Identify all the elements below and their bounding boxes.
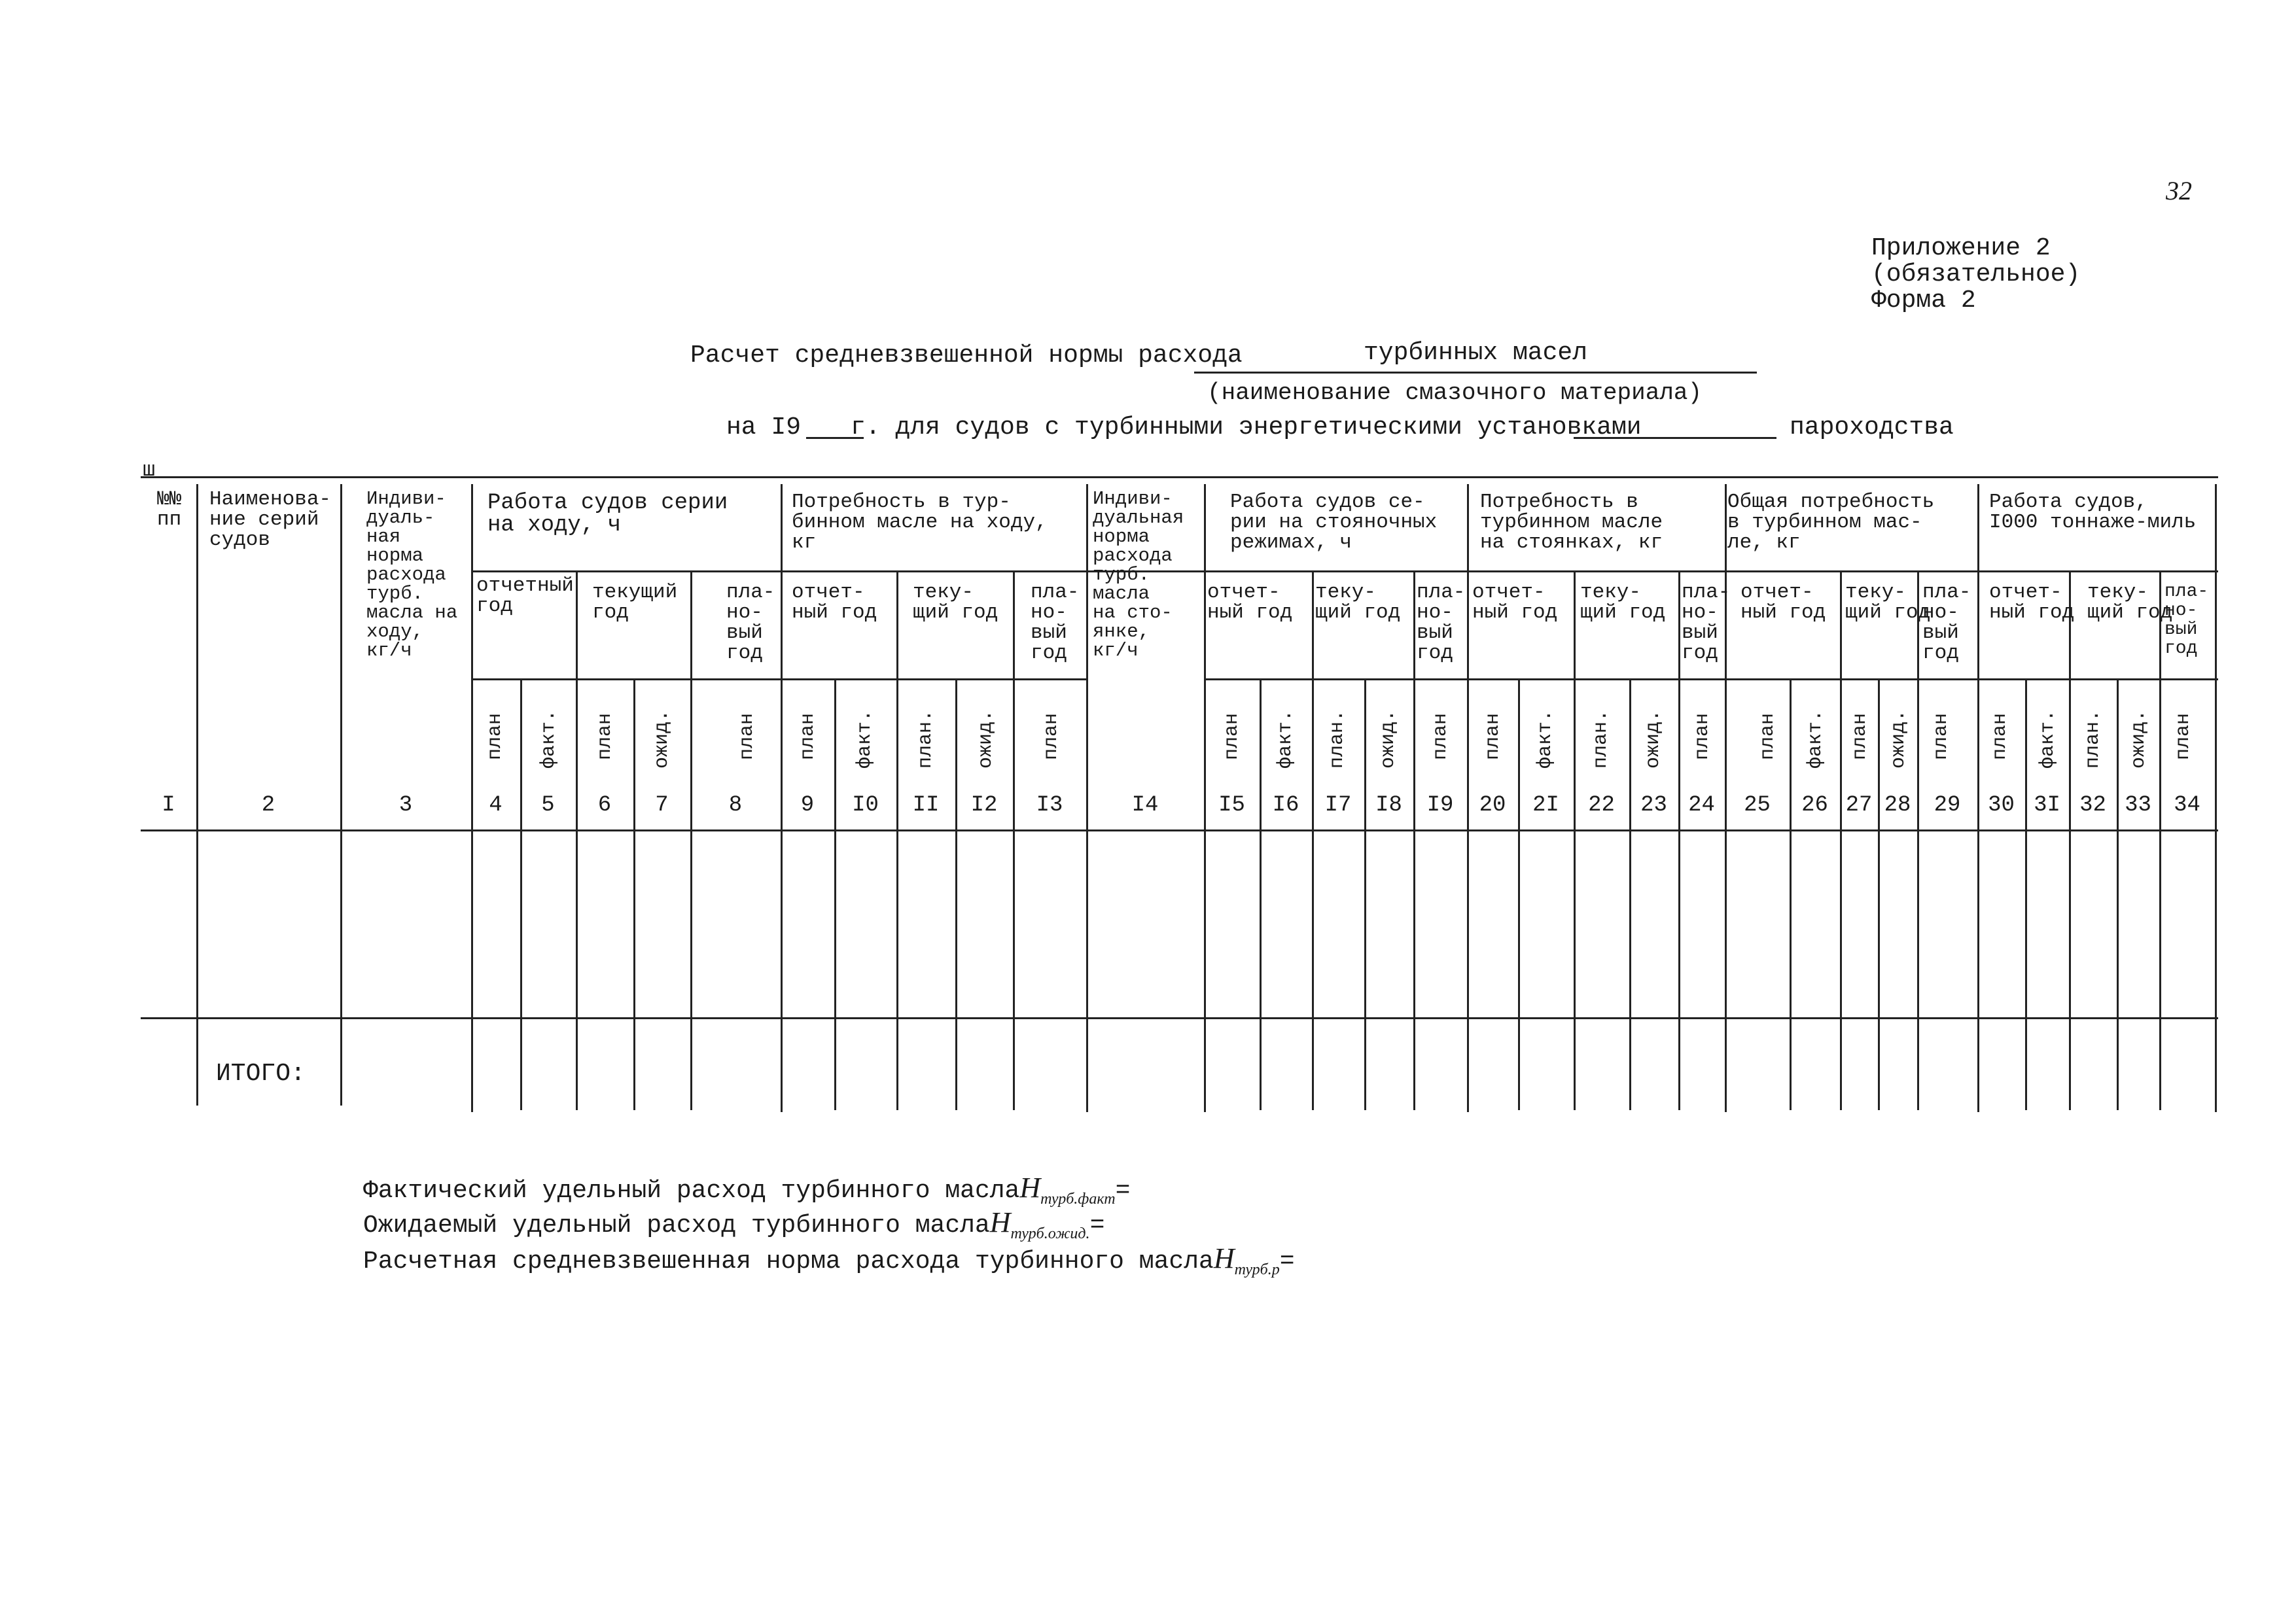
label-expect: ожид. (651, 710, 673, 769)
column-number-line (141, 829, 2218, 831)
sub-report-year: отчет- ный год (1989, 581, 2075, 624)
label-expect: ожид. (975, 710, 997, 769)
col-line (1574, 570, 1576, 1110)
header-work-ton: Работа судов, I000 тоннаже-миль (1989, 491, 2197, 534)
margin-mark: ш (143, 458, 156, 482)
header-divider-4 (1204, 678, 2218, 680)
header-norm-run: Индиви- дуаль- ная норма расхода турб. масла на ходу, кг/ч (366, 488, 458, 661)
column-number: I6 (1272, 793, 1299, 818)
label-plan: план (1849, 713, 1871, 761)
appendix-status: (обязательное) (1871, 260, 2081, 288)
label-plan-dot: план. (1590, 710, 1612, 769)
label-fact: факт. (854, 710, 876, 769)
column-number: II (912, 793, 940, 818)
col-line (1364, 678, 1366, 1110)
col-line (2159, 570, 2161, 1110)
header-need-run: Потребность в тур- бинном масле на ходу, кг (792, 491, 1048, 554)
sub-plan-year: пла- но- вый год (1417, 581, 1466, 665)
col-line (1312, 570, 1314, 1110)
column-number: 32 (2079, 793, 2106, 818)
label-plan: план (1930, 713, 1952, 761)
column-number: 33 (2125, 793, 2151, 818)
label-plan: план (1430, 713, 1452, 761)
formula-equals: = (1279, 1248, 1295, 1276)
header-work-run: Работа судов серии на ходу, ч (487, 491, 728, 538)
col-line (1413, 570, 1415, 1110)
label-plan: план (736, 713, 758, 761)
sub-current-year: теку- щий год (913, 581, 998, 624)
column-number: I3 (1036, 793, 1063, 818)
column-number: I8 (1375, 793, 1402, 818)
col-line (1260, 678, 1262, 1110)
header-name: Наименова- ние серий судов (209, 488, 332, 551)
label-plan: план (1040, 713, 1063, 761)
total-line (141, 1017, 2218, 1019)
page-number: 32 (2166, 176, 2192, 205)
sub-report-year: отчет- ный год (1472, 581, 1558, 624)
company-blank (1574, 437, 1776, 439)
appendix-block (1871, 236, 2080, 314)
col-line (1840, 570, 1842, 1110)
header-norm-stand: Индиви- дуальная норма расхода турб. масла на сто- янке, кг/ч (1093, 488, 1184, 661)
label-plan: план (2172, 713, 2195, 761)
column-number: 3 (398, 793, 413, 818)
formula-equals: = (1115, 1177, 1131, 1205)
column-number: 25 (1744, 793, 1771, 818)
sub-current-year: теку- щий год (2087, 581, 2173, 624)
sub-current-year: теку- щий год (1580, 581, 1666, 624)
column-number: 8 (728, 793, 743, 818)
label-plan: план (1757, 713, 1779, 761)
header-divider-3 (471, 678, 1086, 680)
column-number: 23 (1640, 793, 1667, 818)
column-number: I7 (1324, 793, 1352, 818)
col-line (955, 678, 957, 1110)
column-number: 30 (1988, 793, 2015, 818)
formula-symbol: $H_{турб.ожид.}$ (989, 1206, 1090, 1242)
sub-report-year: отчет- ный год (1740, 581, 1826, 624)
column-number: 2I (1532, 793, 1559, 818)
col-line (2215, 484, 2217, 1112)
total-label: ИТОГО: (216, 1060, 306, 1088)
header-need-total: Общая потребность в турбинном мас- ле, кг (1727, 491, 1935, 554)
label-plan-dot: план. (2082, 710, 2104, 769)
sub-plan-year: пла- но- вый год (1922, 581, 1971, 665)
formula-text: Расчетная средневзвешенная норма расхода турбинного масла (363, 1248, 1214, 1276)
column-number: 4 (489, 793, 503, 818)
header-work-stand: Работа судов се- рии на стояночных режимах, ч (1230, 491, 1438, 554)
header-num: №№ пп (157, 488, 182, 531)
column-number: 2 (261, 793, 275, 818)
column-number: 34 (2174, 793, 2200, 818)
table-top-line (141, 476, 2218, 478)
header-need-stand: Потребность в турбинном масле на стоянках, кг (1480, 491, 1663, 554)
column-number: 20 (1479, 793, 1506, 818)
label-plan-dot: план. (1326, 710, 1349, 769)
formula-text: Фактический удельный расход турбинного масла (363, 1177, 1020, 1205)
label-plan: план (1221, 713, 1243, 761)
company-suffix: пароходства (1790, 413, 1954, 442)
formula-calculated (363, 1242, 1295, 1279)
column-number: I4 (1131, 793, 1159, 818)
label-fact: факт. (1534, 710, 1557, 769)
label-plan: план (797, 713, 819, 761)
sub-plan-year: пла- но- вый год (2164, 582, 2209, 659)
col-line (1878, 678, 1880, 1110)
col-line (1013, 570, 1015, 1110)
label-expect: ожид. (1888, 710, 1910, 769)
formula-text: Ожидаемый удельный расход турбинного масла (363, 1212, 990, 1240)
sub-plan-year: пла- но- вый год (726, 581, 775, 665)
appendix-label: Приложение 2 (1871, 234, 2051, 262)
sub-report-year: отчет- ный год (1207, 581, 1293, 624)
sub-plan-year: пла- но- вый год (1682, 581, 1731, 665)
col-line (690, 570, 692, 1110)
label-plan: план (594, 713, 616, 761)
col-line (1629, 678, 1631, 1110)
label-expect: ожид. (1377, 710, 1400, 769)
sub-plan-year: пла- но- вый год (1031, 581, 1080, 665)
col-line (1917, 570, 1919, 1110)
material-name-field: турбинных масел (1194, 339, 1757, 374)
material-caption: (наименование смазочного материала) (1207, 379, 1703, 406)
year-suffix: г. для судов с турбинными энергетическими установками (851, 413, 1642, 442)
col-line (633, 678, 635, 1110)
col-line (1790, 678, 1792, 1110)
sub-current-year: теку- щий год (1315, 581, 1401, 624)
formula-symbol: $H_{турб.р}$ (1213, 1242, 1280, 1278)
col-line (2069, 570, 2071, 1110)
label-fact: факт. (2037, 710, 2059, 769)
label-fact: факт. (1275, 710, 1297, 769)
column-number: 9 (800, 793, 815, 818)
column-number: I0 (852, 793, 879, 818)
col-line (834, 678, 836, 1110)
formula-expected (363, 1206, 1104, 1243)
column-number: 27 (1845, 793, 1873, 818)
label-plan: план (1482, 713, 1504, 761)
label-plan-dot: план. (915, 710, 937, 769)
column-number: 7 (655, 793, 669, 818)
col-line (2025, 678, 2027, 1110)
formula-symbol: $H_{турб.факт}$ (1019, 1172, 1116, 1208)
sub-current-year: теку- щий год (1845, 581, 1931, 624)
label-fact: факт. (1805, 710, 1827, 769)
col-line (896, 570, 898, 1110)
column-number: 24 (1688, 793, 1715, 818)
column-number: 5 (541, 793, 555, 818)
label-plan: план (1989, 713, 2011, 761)
column-number: 26 (1801, 793, 1828, 818)
column-number: 22 (1588, 793, 1615, 818)
sub-report-year: отчетный год (476, 574, 574, 618)
col-line (1518, 678, 1520, 1110)
column-number: I (162, 793, 175, 818)
header-divider-2 (1204, 570, 2218, 572)
column-number: I2 (970, 793, 998, 818)
label-expect: ожид. (2128, 710, 2150, 769)
formula-equals: = (1089, 1212, 1105, 1240)
col-line (1678, 570, 1680, 1110)
year-prefix: на I9 (726, 413, 802, 442)
label-plan: план (1691, 713, 1714, 761)
column-number: I5 (1218, 793, 1245, 818)
col-line (2117, 678, 2119, 1110)
col-line (520, 678, 522, 1110)
label-fact: факт. (538, 710, 560, 769)
col-line (576, 570, 578, 1110)
formula-actual (363, 1171, 1130, 1208)
label-plan: план (484, 713, 506, 761)
label-expect: ожид. (1642, 710, 1665, 769)
column-number: I9 (1426, 793, 1454, 818)
column-number: 6 (597, 793, 612, 818)
column-number: 28 (1884, 793, 1911, 818)
form-label: Форма 2 (1871, 287, 1976, 315)
title-prefix: Расчет средневзвешенной нормы расхода (690, 341, 1243, 370)
column-number: 29 (1934, 793, 1961, 818)
sub-report-year: отчет- ный год (792, 581, 877, 624)
column-number: 3I (2034, 793, 2060, 818)
sub-current-year: текущий год (592, 581, 678, 624)
